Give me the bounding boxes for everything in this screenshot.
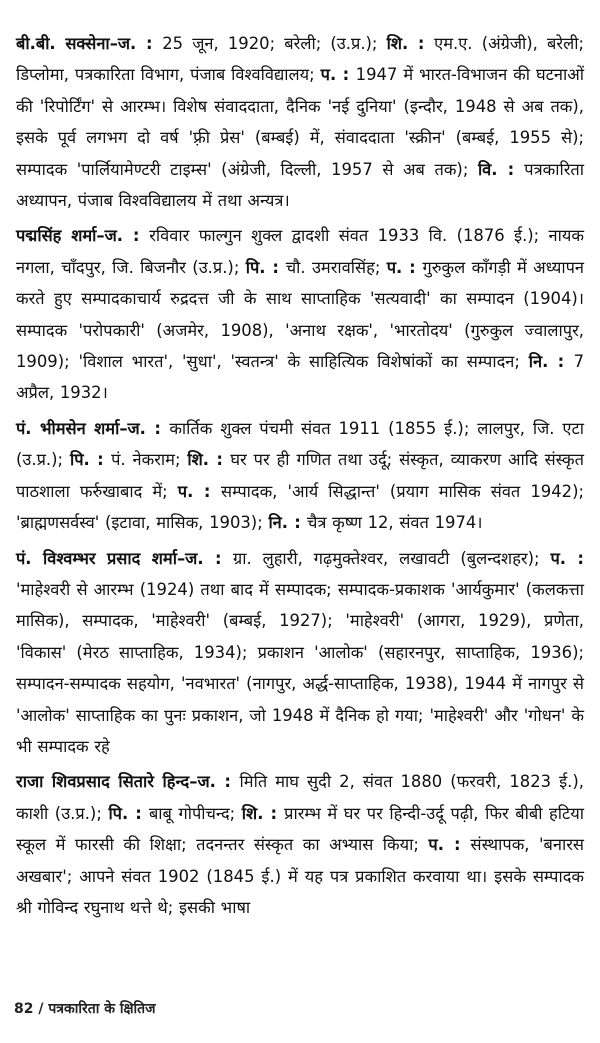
field-label: –ज. : [96,226,150,246]
bio-entry [16,543,584,763]
bio-entry [16,220,584,408]
field-label: नि. : [268,513,307,533]
field-label: प. : [177,481,222,501]
field-label: वि. : [477,159,525,179]
field-label: –ज. : [189,772,240,792]
entry-name: पद्मसिंह शर्मा [16,226,97,246]
field-text: संस्थापक, 'बनारस अखबार'; आपने संवत 1902 (1845 ई.) में यह पत्र प्रकाशित करवाया था। इसके सम्पादक श्री गोविन्द रघुनाथ थत्ते थे; इसकी भाषा [16,835,585,917]
entry-name: राजा शिवप्रसाद सितारे हिन्द [16,772,190,792]
field-text: प्रारम्भ में घर पर हिन्दी-उर्दू पढ़ी, फिर बीबी हटिया स्कूल में फारसी की शिक्षा; तदनन्तर संस्कृत का अभ्यास किया; [16,803,585,855]
entries-container [16,28,584,923]
entry-name: बी.बी. सक्सेना [16,34,110,53]
field-text: चैत्र कृष्ण 12, संवत 1974। [306,513,483,533]
field-text: 25 जून, 1920; बरेली; (उ.प्र.); [162,34,387,53]
field-text: 1947 में भारत-विभाजन की घटनाओं की 'रिपोर्टिंग' से आरम्भ। विशेष संवाददाता, दैनिक 'नई दुनिया' (इन्दौर, 1948 से अब तक), इसके पूर्व लगभग दो वर्ष 'फ़्री प्रेस' (बम्बई) में, संवाददाता 'स्क्रीन' (बम्बई, 1955 से); सम्पादक 'पार्लियामेण्टरी टाइम्स' (अंग्रेजी, दिल्ली, 1957 से अब तक); [16,65,585,179]
field-text: ग्रा. लुहारी, गढ़मुक्तेश्वर, लखावटी (बुलन्दशहर); [232,548,551,568]
field-text: सम्पादक, 'आर्य सिद्धान्त' (प्रयाग मासिक संवत 1942); 'ब्राह्मणसर्वस्व' (इटावा, मासिक, 1903); [16,481,584,533]
bio-entry [16,413,584,539]
field-label: –ज. : [119,418,170,438]
entry-name: पं. भीमसेन शर्मा [16,418,120,438]
field-text: रविवार फाल्गुन शुक्ल द्वादशी संवत 1933 वि. (1876 ई.); नायक नगला, चाँदपुर, जि. बिजनौर (उ.प्र.); [16,226,584,277]
bio-entry [16,766,584,923]
field-text: बाबू गोपीचन्द; [148,803,242,823]
field-text: पं. नेकराम; [111,450,188,470]
field-text: 'माहेश्वरी से आरम्भ (1924) तथा बाद में सम्पादक; सम्पादक-प्रकाशक 'आर्यकुमार' (कलकत्ता मासिक), सम्पादक, 'माहेश्वरी' (बम्बई, 1927); 'माहेश्वरी' (आगरा, 1929), प्रणेता, 'विकास' (मेरठ साप्ताहिक, 1934); प्रकाशन 'आलोक' (सहारनपुर, साप्ताहिक, 1936); सम्पादन-सम्पादक सहयोग, 'नवभारत' (नागपुर, अर्द्ध-साप्ताहिक, 1938), 1944 में नागपुर से 'आलोक' साप्ताहिक का पुनः प्रकाशन, जो 1948 में दैनिक हो गया; 'माहेश्वरी' और 'गोधन' के भी सम्पादक रहे [16,579,584,756]
field-text: कार्तिक शुक्ल पंचमी संवत 1911 (1855 ई.); लालपुर, जि. एटा (उ.प्र.); [16,418,584,470]
field-label: –ज. : [109,34,163,53]
field-label: प. : [550,548,584,568]
field-text: एम.ए. (अंग्रेजी), बरेली; डिप्लोमा, पत्रकारिता विभाग, पंजाब विश्वविद्यालय; [16,34,584,85]
field-text: पत्रकारिता अध्यापन, पंजाब विश्वविद्यालय में तथा अन्यत्र। [16,159,584,211]
field-label: प. : [428,835,471,855]
field-text: गुरुकुल काँगड़ी में अध्यापन करते हुए सम्पादकाचार्य रुद्रदत्त जी के साथ साप्ताहिक 'सत्यवादी' का सम्पादन (1904)। सम्पादक 'परोपकारी' (अजमेर, 1908), 'अनाथ रक्षक', 'भारतोदय' (गुरुकुल ज्वालापुर, 1909); 'विशाल भारत', 'सुधा', 'स्वतन्त्र' के साहित्यिक विशेषांकों का सम्पादन; [16,257,584,372]
bio-entry [16,28,584,216]
page-footer: 82 / पत्रकारिता के क्षितिज [14,1001,156,1017]
field-label: नि. : [528,352,574,372]
field-label: प. : [320,65,356,85]
field-text: चौ. उमरावसिंह; [285,257,387,277]
field-label: पि. : [69,450,112,470]
field-label: पि. : [108,803,149,823]
field-label: शि. : [386,34,435,53]
field-text: मिति माघ सुदी 2, संवत 1880 (फरवरी, 1823 ई.), काशी (उ.प्र.); [16,772,584,823]
field-label: प. : [386,257,423,277]
entry-name: पं. विश्वम्भर प्रसाद शर्मा [16,548,177,568]
field-label: पि. : [245,257,286,277]
field-text: 7 अप्रैल, 1932। [16,352,584,403]
field-text: घर पर ही गणित तथा उर्दू; संस्कृत, व्याकरण आदि संस्कृत पाठशाला फर्रुखाबाद में; [16,450,584,501]
field-label: शि. : [187,450,231,470]
field-label: –ज. : [176,548,233,568]
field-label: शि. : [241,803,285,823]
